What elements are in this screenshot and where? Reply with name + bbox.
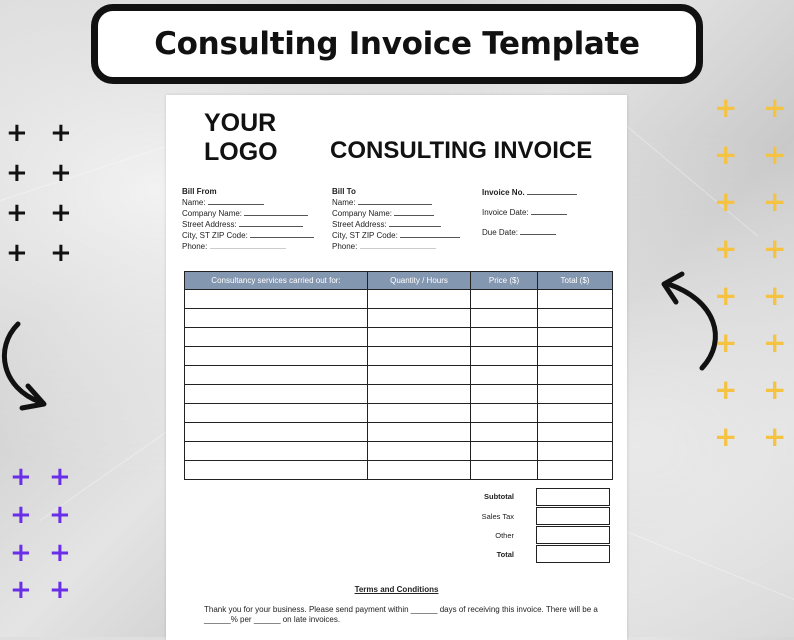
- table-cell[interactable]: [185, 461, 368, 480]
- bill-to-field: Phone:: [332, 241, 460, 252]
- table-row: [185, 385, 613, 404]
- invoice-title: CONSULTING INVOICE: [330, 137, 593, 164]
- table-cell[interactable]: [185, 328, 368, 347]
- table-cell[interactable]: [538, 404, 613, 423]
- plus-icon: +: [763, 232, 787, 265]
- table-cell[interactable]: [471, 385, 538, 404]
- curved-arrow-icon: [656, 270, 726, 375]
- table-cell[interactable]: [538, 290, 613, 309]
- bill-to-heading: Bill To: [332, 187, 356, 196]
- table-row: [185, 309, 613, 328]
- plus-icon: +: [10, 500, 32, 530]
- invoice-meta: [482, 187, 577, 247]
- table-cell[interactable]: [538, 347, 613, 366]
- table-cell[interactable]: [185, 366, 368, 385]
- plus-icon: +: [714, 279, 738, 312]
- table-cell[interactable]: [471, 309, 538, 328]
- plus-icon: +: [49, 500, 71, 530]
- table-row: [185, 290, 613, 309]
- table-cell[interactable]: [538, 423, 613, 442]
- table-cell[interactable]: [368, 290, 471, 309]
- invoice-page: [166, 95, 627, 640]
- table-cell[interactable]: [538, 442, 613, 461]
- table-cell[interactable]: [471, 442, 538, 461]
- subtotal-field[interactable]: [536, 488, 610, 506]
- plus-icon: +: [6, 158, 28, 188]
- table-cell[interactable]: [471, 366, 538, 385]
- plus-icon: +: [714, 185, 738, 218]
- plus-icon: +: [6, 238, 28, 268]
- invoice-number-field: Invoice No.: [482, 187, 577, 207]
- table-cell[interactable]: [368, 404, 471, 423]
- bill-from-heading: Bill From: [182, 187, 217, 196]
- plus-icon: +: [49, 462, 71, 492]
- table-cell[interactable]: [185, 290, 368, 309]
- plus-icon: +: [714, 326, 738, 359]
- other-field[interactable]: [536, 526, 610, 544]
- table-cell[interactable]: [471, 290, 538, 309]
- bill-to-field: City, ST ZIP Code:: [332, 230, 460, 241]
- plus-icon: +: [714, 232, 738, 265]
- column-header: Consultancy services carried out for:: [185, 272, 368, 290]
- plus-icon: +: [49, 575, 71, 605]
- plus-icon: +: [763, 420, 787, 453]
- plus-icon: +: [763, 279, 787, 312]
- table-cell[interactable]: [471, 404, 538, 423]
- plus-icon: +: [10, 462, 32, 492]
- column-header: Price ($): [471, 272, 538, 290]
- table-cell[interactable]: [538, 385, 613, 404]
- invoice-date-field: Invoice Date:: [482, 207, 577, 227]
- plus-icon: +: [763, 185, 787, 218]
- banner-title: Consulting Invoice Template: [154, 26, 640, 62]
- column-header: Quantity / Hours: [368, 272, 471, 290]
- bill-from-field: Name:: [182, 197, 314, 208]
- column-header: Total ($): [538, 272, 613, 290]
- table-row: [185, 461, 613, 480]
- table-row: [185, 366, 613, 385]
- other-label: Other: [495, 531, 514, 540]
- plus-icon: +: [763, 91, 787, 124]
- table-row: [185, 423, 613, 442]
- table-cell[interactable]: [368, 442, 471, 461]
- due-date-field: Due Date:: [482, 227, 577, 247]
- plus-icon: +: [763, 373, 787, 406]
- table-cell[interactable]: [185, 404, 368, 423]
- table-cell[interactable]: [471, 328, 538, 347]
- plus-icon: +: [763, 138, 787, 171]
- sales-tax-field[interactable]: [536, 507, 610, 525]
- table-cell[interactable]: [471, 347, 538, 366]
- plus-icon: +: [6, 198, 28, 228]
- table-cell[interactable]: [368, 385, 471, 404]
- bill-to-field: Company Name:: [332, 208, 460, 219]
- table-row: [185, 347, 613, 366]
- table-cell[interactable]: [538, 461, 613, 480]
- plus-icon: +: [49, 538, 71, 568]
- table-cell[interactable]: [538, 366, 613, 385]
- logo-placeholder: [204, 109, 278, 167]
- logo-line: YOUR: [204, 109, 277, 137]
- table-cell[interactable]: [368, 328, 471, 347]
- sales-tax-label: Sales Tax: [481, 512, 514, 521]
- bill-from-block: [182, 187, 314, 252]
- bill-to-block: [332, 187, 460, 252]
- banner: [91, 4, 703, 84]
- table-cell[interactable]: [368, 347, 471, 366]
- table-row: [185, 442, 613, 461]
- bill-from-field: Phone:: [182, 241, 314, 252]
- table-cell[interactable]: [185, 442, 368, 461]
- subtotal-label: Subtotal: [484, 492, 514, 501]
- plus-icon: +: [714, 373, 738, 406]
- table-cell[interactable]: [368, 366, 471, 385]
- plus-icon: +: [50, 238, 72, 268]
- plus-icon: +: [763, 326, 787, 359]
- line-items-table: [184, 271, 613, 480]
- bill-to-field: Street Address:: [332, 219, 460, 230]
- total-label: Total: [496, 550, 514, 559]
- table-cell[interactable]: [185, 347, 368, 366]
- table-cell[interactable]: [368, 461, 471, 480]
- table-cell[interactable]: [185, 309, 368, 328]
- plus-icon: +: [6, 118, 28, 148]
- table-header-row: [185, 272, 613, 290]
- table-cell[interactable]: [538, 328, 613, 347]
- bill-from-field: City, ST ZIP Code:: [182, 230, 314, 241]
- plus-icon: +: [50, 158, 72, 188]
- terms-heading: Terms and Conditions: [354, 585, 439, 594]
- table-cell[interactable]: [471, 461, 538, 480]
- bill-from-field: Company Name:: [182, 208, 314, 219]
- table-row: [185, 328, 613, 347]
- plus-icon: +: [714, 420, 738, 453]
- plus-icon: +: [714, 91, 738, 124]
- table-cell[interactable]: [185, 423, 368, 442]
- bill-from-field: Street Address:: [182, 219, 314, 230]
- table-cell[interactable]: [368, 309, 471, 328]
- plus-icon: +: [10, 575, 32, 605]
- plus-icon: +: [714, 138, 738, 171]
- table-cell[interactable]: [368, 423, 471, 442]
- total-field[interactable]: [536, 545, 610, 563]
- curved-arrow-icon: [0, 318, 60, 413]
- table-row: [185, 404, 613, 423]
- table-cell[interactable]: [185, 385, 368, 404]
- table-cell[interactable]: [471, 423, 538, 442]
- plus-icon: +: [50, 198, 72, 228]
- plus-icon: +: [50, 118, 72, 148]
- terms-text: Thank you for your business. Please send payment within ______ days of receiving this invoice. There will be a ______% per ______ on late invoices.: [204, 605, 598, 624]
- plus-icon: +: [10, 538, 32, 568]
- bill-to-field: Name:: [332, 197, 460, 208]
- logo-line: LOGO: [204, 138, 278, 166]
- table-cell[interactable]: [538, 309, 613, 328]
